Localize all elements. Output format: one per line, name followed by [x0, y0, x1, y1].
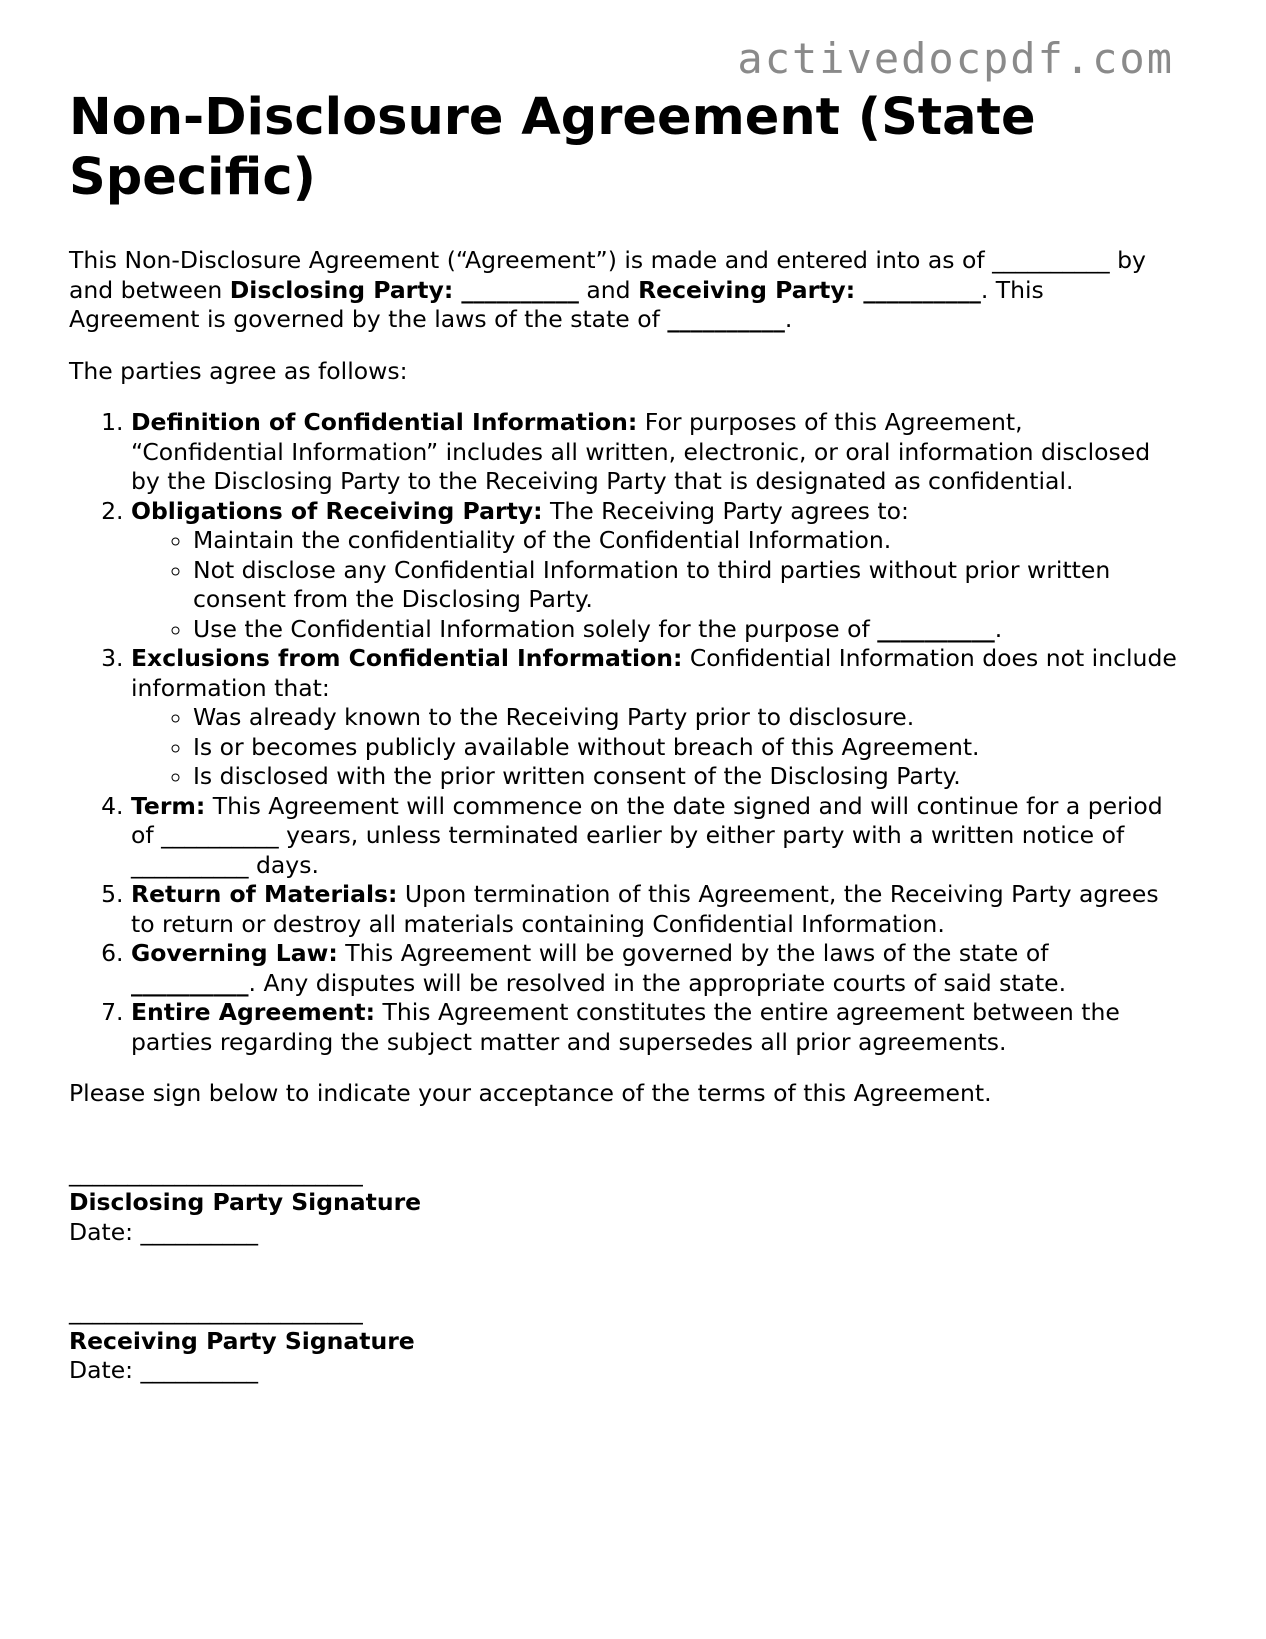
clause-governing-law — [131, 939, 1179, 998]
clause-text: This Agreement constitutes the entire agreement between the parties regarding the subject matter and supersedes all prior agreements. — [131, 998, 1120, 1056]
intro-text-3: and — [578, 275, 639, 304]
clause-heading: Exclusions from Confidential Information: — [131, 644, 683, 672]
state-blank: __________ — [667, 305, 785, 333]
clause-heading: Term: — [131, 791, 206, 820]
clause-definition — [131, 408, 1179, 497]
clause-heading: Definition of Confidential Information: — [131, 408, 638, 436]
law-text-1: This Agreement will be governed by the laws of the state of — [337, 939, 1049, 967]
list-item: ◦ Not disclose any Confidential Information to third parties without prior written consent from the Disclosing Party. — [193, 556, 1179, 615]
receiving-signature-block — [69, 1297, 1179, 1386]
signature-line: _________________________ — [69, 1297, 363, 1325]
clause-text: Upon termination of this Agreement, the Receiving Party agrees to return or destroy all materials containing Confidential Information. — [131, 880, 1159, 938]
list-item: ◦ Was already known to the Receiving Party prior to disclosure. — [193, 703, 1179, 733]
intro-paragraph — [69, 246, 1179, 335]
clause-heading: Obligations of Receiving Party: — [131, 496, 543, 525]
purpose-end: . — [994, 614, 1003, 643]
receiving-party-field: Receiving Party: __________ — [638, 275, 981, 304]
clause-heading: Governing Law: — [131, 939, 338, 967]
signature-line: _________________________ — [69, 1158, 363, 1187]
term-text-1: This Agreement will commence on the date signed and will continue for a period of — [131, 791, 1163, 849]
agree-statement: The parties agree as follows: — [69, 356, 408, 385]
clause-text: For purposes of this Agreement, “Confidential Information” includes all written, electronic, or oral information disclosed by the Disclosing Party to the Receiving Party that is designated as confidential. — [131, 408, 1151, 495]
clause-heading: Return of Materials: — [131, 880, 398, 908]
clause-obligations — [131, 497, 1179, 645]
disclosing-party-field: Disclosing Party: __________ — [229, 275, 579, 304]
signature-label: Disclosing Party Signature — [69, 1188, 422, 1216]
document-title: Non-Disclosure Agreement (State Specific) — [69, 88, 1036, 207]
clause-term — [131, 792, 1179, 881]
disclosing-signature-block — [69, 1159, 1179, 1248]
term-text-3: days. — [248, 850, 319, 879]
obligations-list — [131, 526, 1179, 644]
term-text-2: years, unless terminated earlier by either party with a written notice of — [278, 821, 1125, 849]
purpose-blank: __________ — [877, 614, 995, 643]
document-page — [69, 88, 1179, 1386]
signature-date: Date: __________ — [69, 1356, 259, 1384]
signature-date: Date: __________ — [69, 1217, 259, 1246]
intro-text-5: . — [784, 305, 793, 333]
list-item: ◦ Is or becomes publicly available without breach of this Agreement. — [193, 733, 1179, 763]
term-years-blank: __________ — [161, 821, 279, 849]
watermark: activedocpdf.com — [737, 34, 1174, 83]
list-item — [193, 615, 1179, 645]
closing-statement: Please sign below to indicate your acceptance of the terms of this Agreement. — [69, 1079, 992, 1107]
clause-exclusions — [131, 644, 1179, 792]
signature-label: Receiving Party Signature — [69, 1326, 415, 1355]
clause-return — [131, 880, 1179, 939]
law-state-blank: __________ — [131, 968, 249, 997]
clause-heading: Entire Agreement: — [131, 998, 376, 1026]
exclusions-list — [131, 703, 1179, 792]
list-item: ◦ Is disclosed with the prior written consent of the Disclosing Party. — [193, 762, 1179, 792]
effective-date-blank: __________ — [992, 246, 1110, 274]
clause-text: Confidential Information does not include information that: — [131, 644, 1177, 702]
intro-text-1: This Non-Disclosure Agreement (“Agreement”) is made and entered into as of — [69, 246, 993, 274]
intro-text-2: by and between — [69, 246, 1146, 304]
clause-list — [69, 408, 1179, 1057]
purpose-text: Use the Confidential Information solely for the purpose of — [193, 614, 878, 643]
intro-text-4: . This Agreement is governed by the laws of the state of — [69, 275, 1044, 333]
clause-entire-agreement — [131, 998, 1179, 1057]
clause-text: The Receiving Party agrees to: — [542, 496, 909, 525]
notice-days-blank: __________ — [131, 850, 249, 879]
law-text-2: . Any disputes will be resolved in the appropriate courts of said state. — [248, 968, 1067, 997]
list-item: ◦ Maintain the confidentiality of the Confidential Information. — [193, 526, 1179, 556]
